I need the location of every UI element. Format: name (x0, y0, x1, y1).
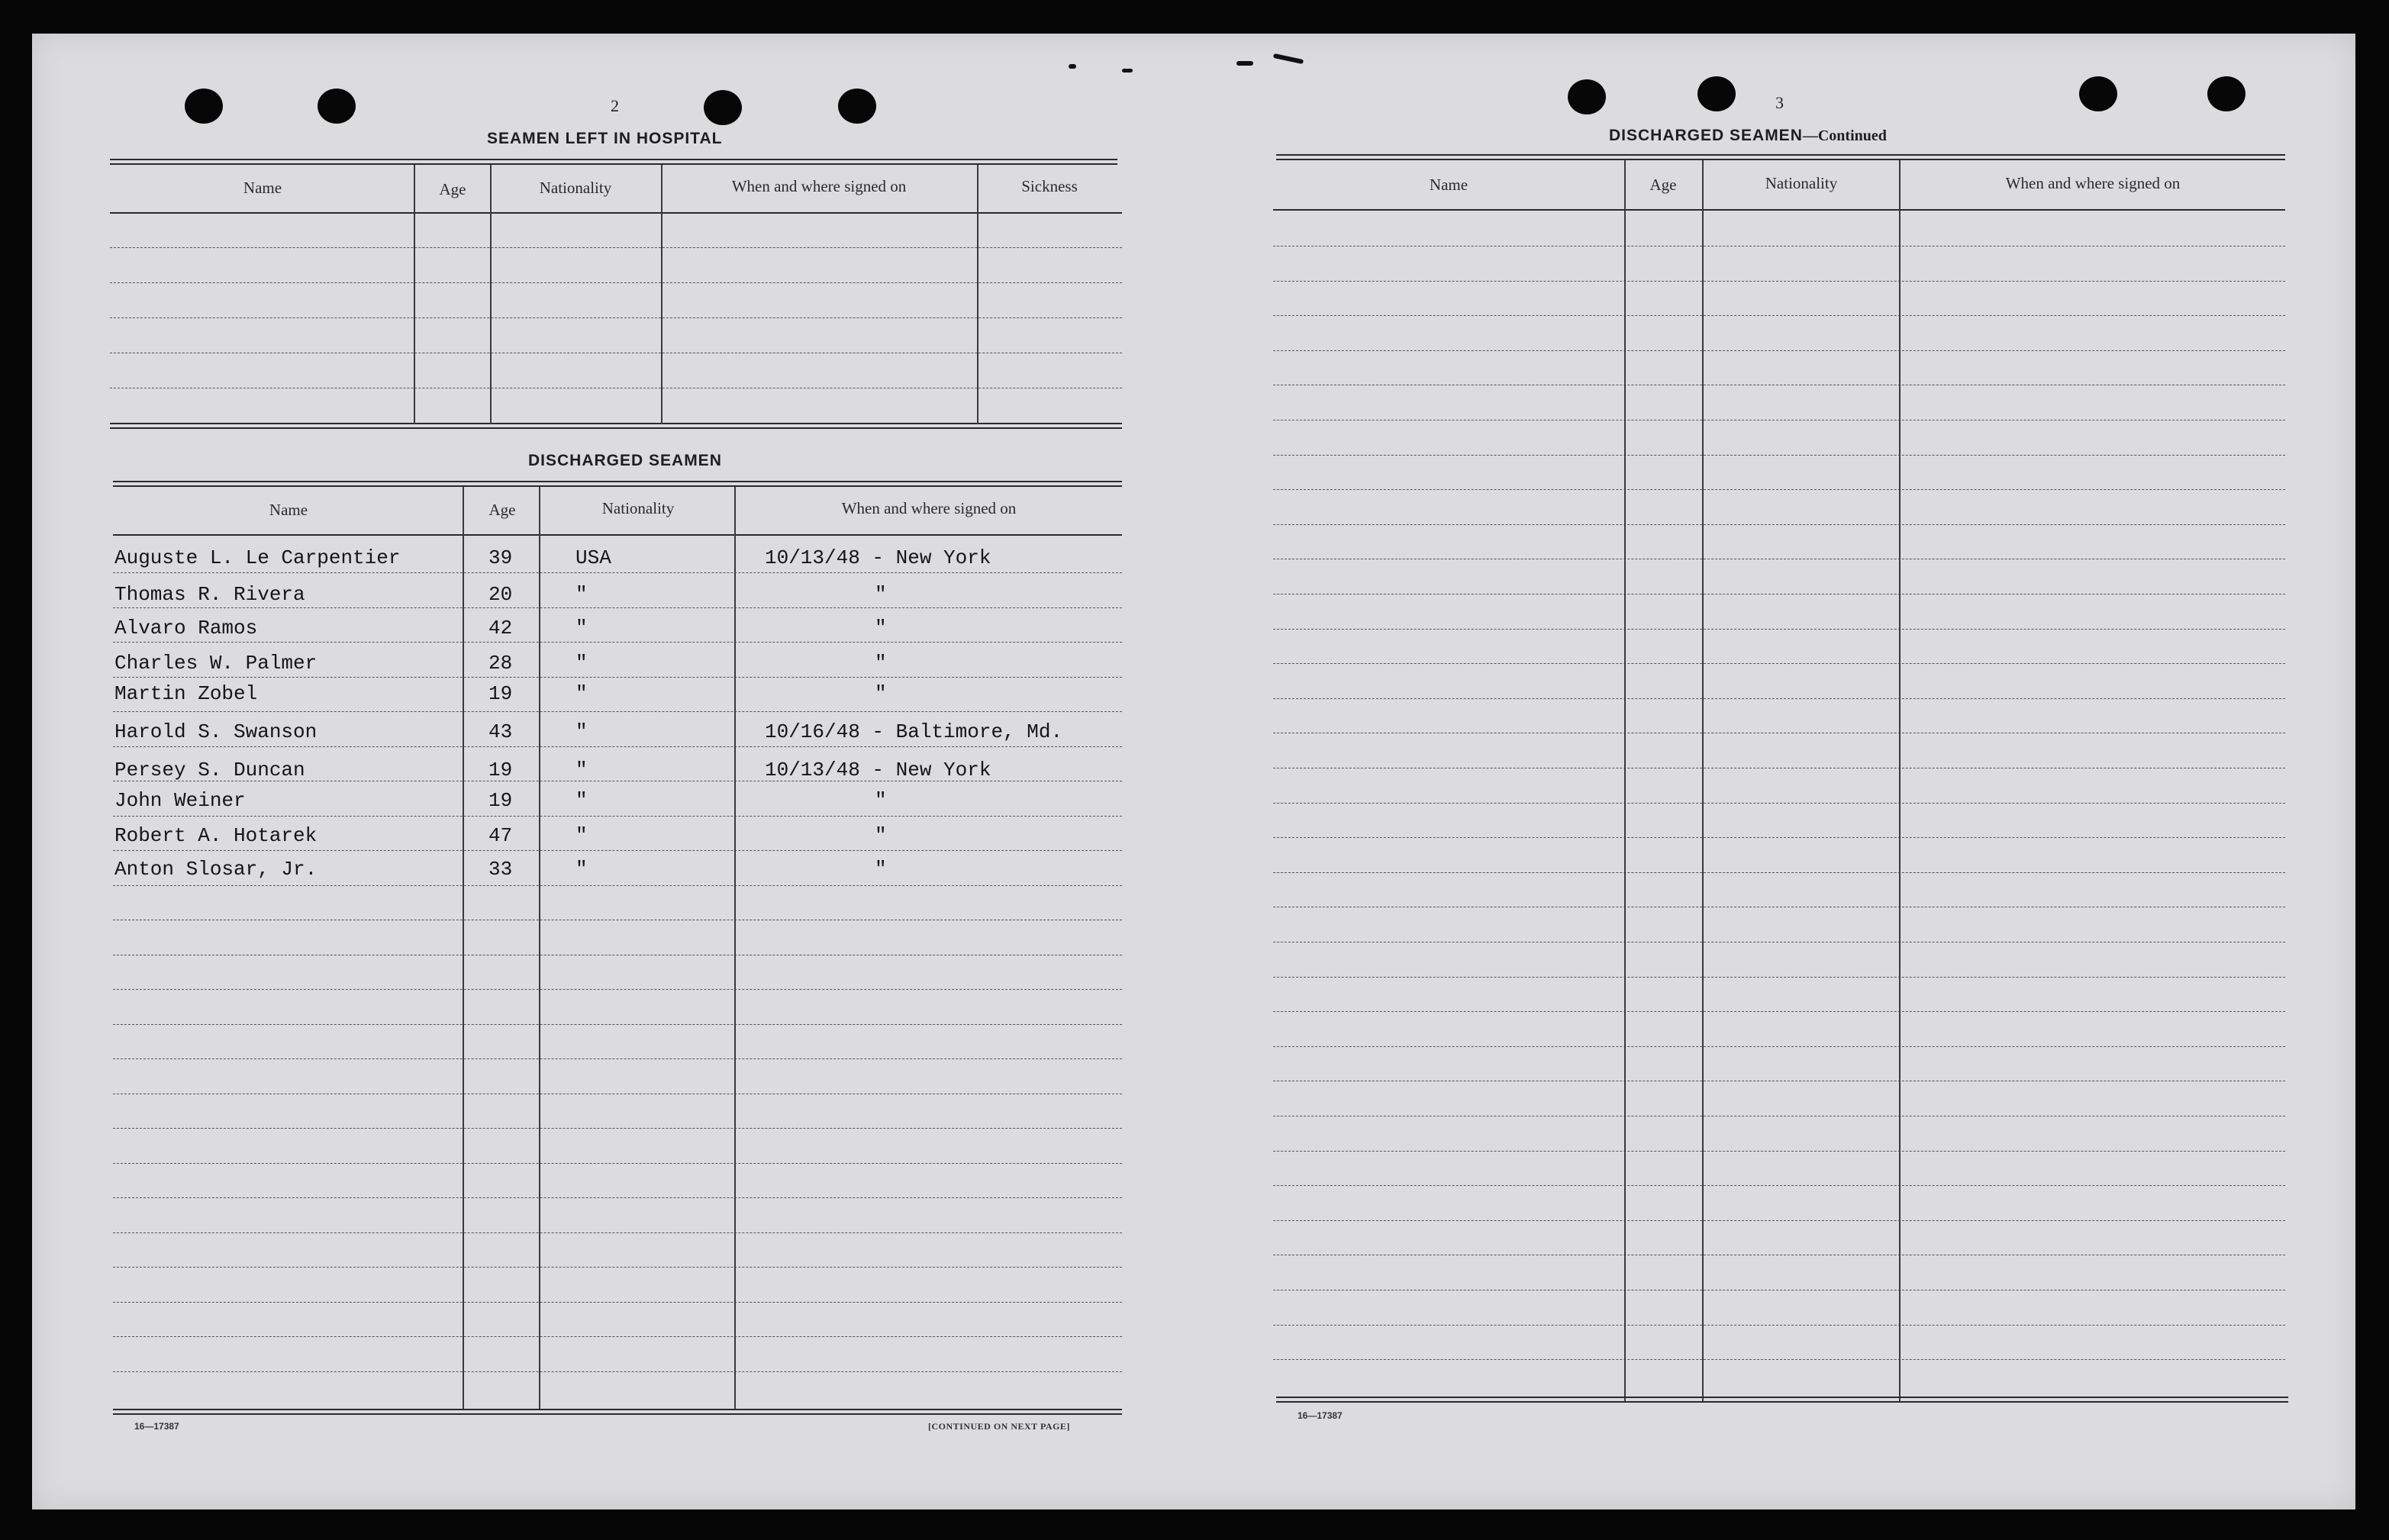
seaman-age: 43 (488, 720, 513, 743)
page-number: 3 (1775, 93, 1784, 112)
ruled-line (113, 642, 1122, 643)
seaman-nationality: " (575, 858, 588, 881)
seaman-signed-on: " (875, 652, 887, 675)
ruled-line (113, 989, 1122, 990)
seaman-signed-on: 10/16/48 - Baltimore, Md. (765, 720, 1063, 743)
ruled-line (113, 1058, 1122, 1059)
column-header-age: Age (1649, 176, 1677, 194)
ruled-line (1273, 1011, 2285, 1012)
ruled-line (113, 850, 1122, 851)
ruled-line (113, 711, 1122, 712)
seaman-name: Robert A. Hotarek (114, 824, 318, 847)
ruled-line (1273, 350, 2285, 351)
seaman-name: Persey S. Duncan (114, 759, 305, 781)
punch-hole (1568, 79, 1606, 114)
seaman-age: 19 (488, 682, 513, 705)
column-divider (1702, 160, 1704, 1401)
ruled-line (110, 282, 1122, 283)
ruled-line (113, 1128, 1122, 1129)
seaman-nationality: " (575, 720, 588, 743)
column-header-nationality: Nationality (1765, 174, 1838, 192)
ruled-line (113, 1302, 1122, 1303)
seaman-age: 20 (488, 583, 513, 606)
ruled-line (113, 746, 1122, 747)
ruled-line (113, 1232, 1122, 1233)
punch-hole (2207, 76, 2246, 111)
continued-note: [CONTINUED ON NEXT PAGE] (928, 1421, 1070, 1432)
column-divider (539, 487, 540, 1410)
seaman-signed-on: 10/13/48 - New York (765, 546, 991, 569)
column-header-nationality: Nationality (539, 179, 612, 197)
column-header-signed-on: When and where signed on (2005, 174, 2181, 192)
seaman-age: 47 (488, 824, 513, 847)
seaman-name: Thomas R. Rivera (114, 583, 305, 606)
seaman-name: Alvaro Ramos (114, 617, 258, 640)
column-header-signed-on: When and where signed on (731, 177, 907, 195)
punch-hole (838, 89, 876, 124)
discharged-section-title: DISCHARGED SEAMEN (528, 452, 722, 469)
ruled-line (1273, 1185, 2285, 1186)
seaman-name: Martin Zobel (114, 682, 258, 705)
ruled-line (1273, 872, 2285, 873)
ruled-line (1273, 837, 2285, 838)
ruled-line (1273, 1359, 2285, 1360)
column-divider (1624, 160, 1626, 1401)
form-code: 16—17387 (1298, 1410, 1343, 1421)
ruled-line (1273, 803, 2285, 804)
hospital-section-title: SEAMEN LEFT IN HOSPITAL (487, 130, 723, 147)
ruled-line (110, 317, 1122, 318)
seaman-signed-on: " (875, 858, 887, 881)
ruled-line (113, 1197, 1122, 1198)
header-rule (1273, 209, 2285, 211)
ruled-line (1273, 1046, 2285, 1047)
seaman-name: Anton Slosar, Jr. (114, 858, 318, 881)
seaman-nationality: USA (575, 546, 611, 569)
column-header-sickness: Sickness (1021, 177, 1078, 195)
ledger-sheet (32, 34, 2355, 1509)
continued-suffix: —Continued (1802, 127, 1887, 144)
punch-hole (1697, 76, 1736, 111)
ruled-line (1273, 315, 2285, 316)
column-divider (734, 487, 736, 1410)
column-divider (661, 165, 663, 424)
continued-section-title-text: DISCHARGED SEAMEN (1609, 127, 1803, 144)
ruled-line (113, 1371, 1122, 1372)
seaman-nationality: " (575, 652, 588, 675)
column-header-nationality: Nationality (601, 499, 675, 517)
ruled-line (113, 816, 1122, 817)
seaman-nationality: " (575, 824, 588, 847)
ruled-line (110, 247, 1122, 248)
ruled-line (1273, 1151, 2285, 1152)
punch-hole (185, 89, 223, 124)
column-divider (1899, 160, 1901, 1401)
section-rule (1276, 1397, 2288, 1398)
ruled-line (113, 1267, 1122, 1268)
page-number: 2 (611, 96, 619, 115)
column-header-name: Name (1429, 176, 1469, 194)
ruled-line (1273, 977, 2285, 978)
seaman-age: 39 (488, 546, 513, 569)
punch-hole (318, 89, 356, 124)
ink-mark (1069, 64, 1076, 69)
seaman-nationality: " (575, 759, 588, 781)
seaman-signed-on: " (875, 824, 887, 847)
section-rule (1276, 154, 2285, 156)
seaman-signed-on: " (875, 583, 887, 606)
column-header-name: Name (243, 179, 282, 197)
seaman-nationality: " (575, 789, 588, 812)
ruled-line (1273, 455, 2285, 456)
column-header-signed-on: When and where signed on (841, 499, 1017, 517)
seaman-age: 42 (488, 617, 513, 640)
seaman-name: John Weiner (114, 789, 246, 812)
punch-hole (704, 90, 742, 125)
seaman-age: 33 (488, 858, 513, 881)
ruled-line (113, 677, 1122, 678)
ruled-line (1273, 663, 2285, 664)
seaman-age: 19 (488, 789, 513, 812)
ruled-line (1273, 489, 2285, 490)
header-rule (110, 212, 1122, 214)
seaman-signed-on: " (875, 617, 887, 640)
seaman-nationality: " (575, 682, 588, 705)
ruled-line (1273, 1220, 2285, 1221)
ruled-line (113, 1163, 1122, 1164)
ruled-line (1273, 629, 2285, 630)
column-header-age: Age (488, 501, 516, 519)
section-rule (110, 159, 1117, 160)
ruled-line (113, 885, 1122, 886)
column-divider (490, 165, 492, 424)
ruled-line (1273, 281, 2285, 282)
seaman-name: Auguste L. Le Carpentier (114, 546, 401, 569)
seaman-name: Charles W. Palmer (114, 652, 318, 675)
ink-mark (1122, 69, 1133, 72)
seaman-nationality: " (575, 583, 588, 606)
seaman-nationality: " (575, 617, 588, 640)
ruled-line (1273, 1325, 2285, 1326)
seaman-signed-on: " (875, 682, 887, 705)
ruled-line (1273, 524, 2285, 525)
seaman-name: Harold S. Swanson (114, 720, 318, 743)
seaman-age: 19 (488, 759, 513, 781)
ruled-line (1273, 698, 2285, 699)
ruled-line (113, 572, 1122, 573)
ink-mark (1236, 61, 1253, 66)
column-divider (977, 165, 978, 424)
continued-section-title (1609, 127, 1887, 145)
seaman-signed-on: 10/13/48 - New York (765, 759, 991, 781)
punch-hole (2079, 76, 2117, 111)
header-rule (113, 534, 1122, 536)
section-rule (113, 481, 1122, 482)
column-divider (414, 165, 415, 424)
ruled-line (113, 1024, 1122, 1025)
column-header-name: Name (269, 501, 308, 519)
ruled-line (113, 607, 1122, 608)
seaman-age: 28 (488, 652, 513, 675)
seaman-signed-on: " (875, 789, 887, 812)
form-code: 16—17387 (134, 1421, 179, 1432)
ruled-line (113, 1336, 1122, 1337)
section-rule (110, 423, 1122, 424)
column-header-age: Age (439, 180, 466, 198)
column-divider (463, 487, 464, 1410)
section-rule (113, 1409, 1122, 1410)
